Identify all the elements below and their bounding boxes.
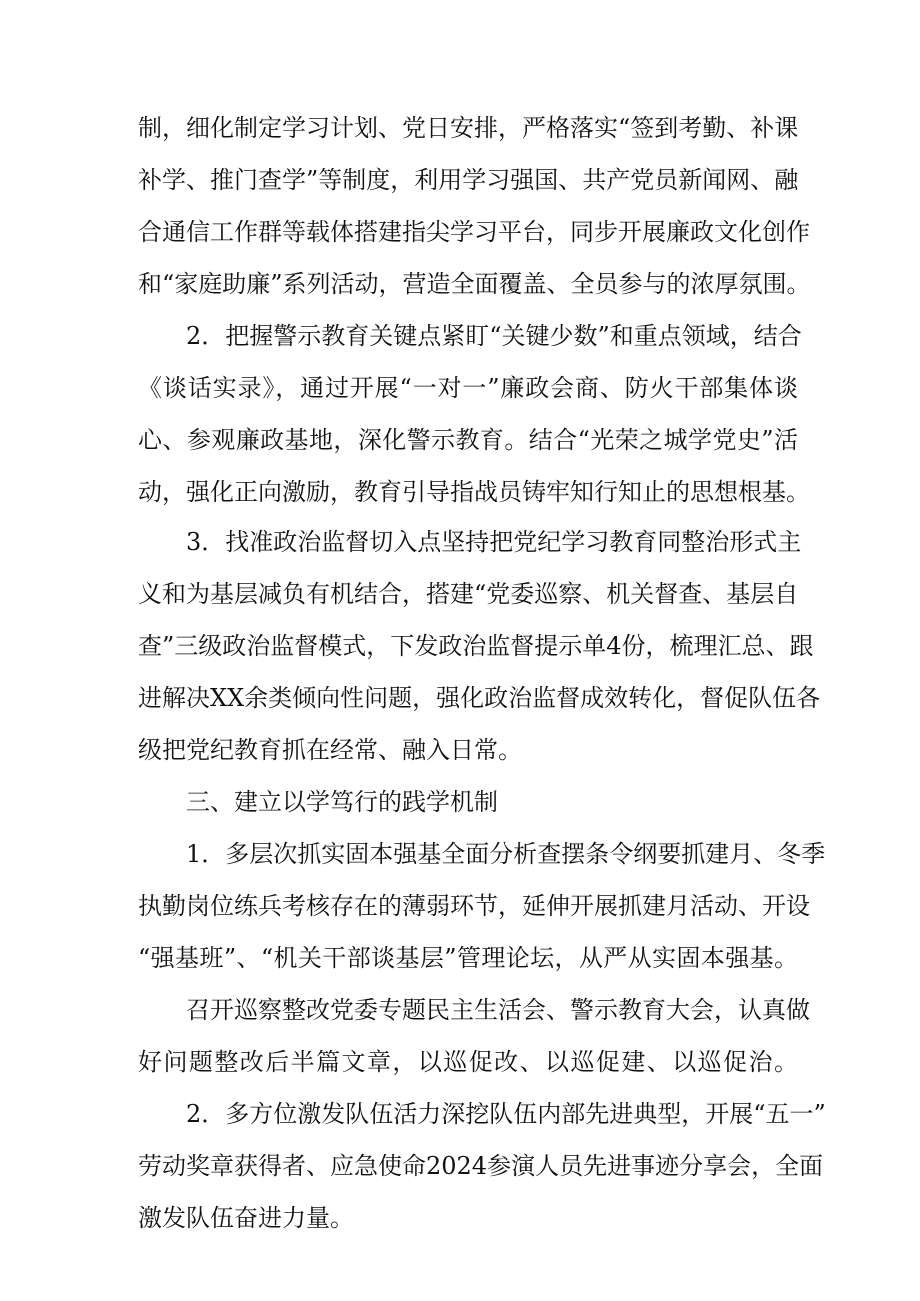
paragraph-line: 心、参观廉政基地，深化警示教育。结合“光荣之城学党史”活 [138, 426, 798, 454]
paragraph-line: 补学、推门查学”等制度，利用学习强国、共产党员新闻网、融 [138, 166, 799, 194]
paragraph-line: 召开巡察整改党委专题民主生活会、警示教育大会，认真做 [186, 996, 810, 1024]
paragraph-line: 2．把握警示教育关键点紧盯“关键少数”和重点领域，结合 [186, 322, 802, 350]
paragraph-line: 执勤岗位练兵考核存在的薄弱环节，延伸开展抓建月活动、开设 [138, 892, 810, 920]
paragraph-line: 动，强化正向激励，教育引导指战员铸牢知行知止的思想根基。 [138, 478, 810, 506]
paragraph-line: 和“家庭助廉”系列活动，营造全面覆盖、全员参与的浓厚氛围。 [138, 270, 811, 298]
paragraph-line: 制，细化制定学习计划、党日安排，严格落实“签到考勤、补课 [138, 114, 799, 142]
paragraph-line: 激发队伍奋进力量。 [138, 1204, 354, 1232]
section-heading: 三、建立以学笃行的践学机制 [186, 788, 498, 816]
paragraph-line: 好问题整改后半篇文章，以巡促改、以巡促建、以巡促治。 [138, 1048, 798, 1076]
paragraph-line: 2．多方位激发队伍活力深挖队伍内部先进典型，开展“五一” [186, 1100, 826, 1128]
paragraph-line: 查”三级政治监督模式，下发政治监督提示单4份，梳理汇总、跟 [138, 632, 814, 660]
paragraph-line: 3．找准政治监督切入点坚持把党纪学习教育同整治形式主 [186, 528, 802, 556]
paragraph-line: 进解决XX余类倾向性问题，强化政治监督成效转化，督促队伍各 [138, 684, 821, 712]
paragraph-line: 义和为基层减负有机结合，搭建“党委巡察、机关督查、基层自 [138, 580, 799, 608]
paragraph-line: “强基班”、“机关干部谈基层”管理论坛，从严从实固本强基。 [138, 944, 798, 972]
paragraph-line: 级把党纪教育抓在经常、融入日常。 [138, 736, 522, 764]
paragraph-line: 劳动奖章获得者、应急使命2024参演人员先进事迹分享会，全面 [138, 1152, 824, 1180]
paragraph-line: 合通信工作群等载体搭建指尖学习平台，同步开展廉政文化创作 [138, 218, 810, 246]
paragraph-line: 《谈话实录》，通过开展“一对一”廉政会商、防火干部集体谈 [138, 374, 798, 402]
paragraph-line: 1．多层次抓实固本强基全面分析查摆条令纲要抓建月、冬季 [186, 840, 826, 868]
